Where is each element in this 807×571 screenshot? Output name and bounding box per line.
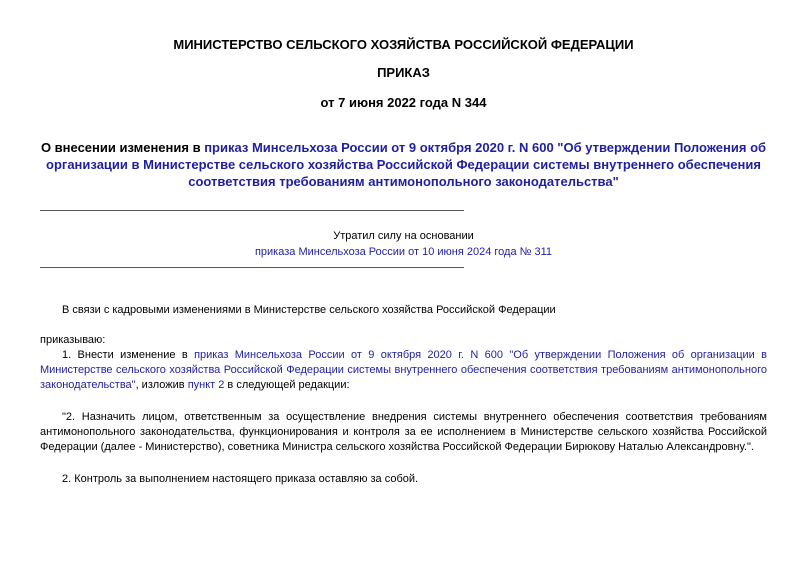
item-2-paragraph: 2. Контроль за выполнением настоящего приказа оставляю за собой. xyxy=(62,473,419,485)
document-subject xyxy=(40,139,767,190)
context-paragraph: В связи с кадровыми изменениями в Министерстве сельского хозяйства Российской Федерации xyxy=(62,304,556,316)
item-1-prefix: 1. Внести изменение в xyxy=(62,349,195,361)
quoted-point-paragraph: "2. Назначить лицом, ответственным за осуществление внедрения системы внутреннего обеспечения соответствия требованиям антимонопольного законодательства, функционирования и контроля за ее исполнением в Министерстве сельского хозяйства Российской Федерации (далее - Министерство), советника Министра сельского хозяйства Российской Федерации Бирюкову Наталью Александровну.". xyxy=(40,411,767,453)
item-1-order-link[interactable]: приказ Минсельхоза России от 9 октября 2020 г. N 600 "Об утверждении Положения об организации в Министерстве сельского хозяйства Российской Федерации системы внутреннего обеспечения соответствия требованиям антимонопольного законодательства" xyxy=(40,349,767,391)
item-1-suffix: в следующей редакции: xyxy=(224,379,350,391)
repeal-order-link[interactable]: приказа Минсельхоза России от 10 июня 2024 года № 311 xyxy=(254,246,553,258)
divider-bottom xyxy=(40,267,464,268)
ministry-heading: МИНИСТЕРСТВО СЕЛЬСКОГО ХОЗЯЙСТВА РОССИЙСКОЙ ФЕДЕРАЦИИ xyxy=(173,37,634,52)
subject-order-link[interactable]: приказ Минсельхоза России от 9 октября 2020 г. N 600 "Об утверждении Положения об организации в Министерстве сельского хозяйства Российской Федерации системы внутреннего обеспечения соответствия требованиям антимонопольного законодательства" xyxy=(46,140,767,189)
item-1-middle: , изложив xyxy=(135,379,188,391)
status-notice-text: Утратил силу на основании xyxy=(333,230,474,242)
item-1-point-link[interactable]: пункт 2 xyxy=(187,379,225,391)
status-notice-line xyxy=(40,245,767,259)
subject-prefix: О внесении изменения в xyxy=(40,140,205,155)
date-number-heading: от 7 июня 2022 года N 344 xyxy=(320,95,487,110)
order-paragraph: приказываю: xyxy=(40,334,106,346)
item-1-paragraph xyxy=(40,348,767,393)
document-type-heading: ПРИКАЗ xyxy=(377,65,430,80)
divider-top xyxy=(40,210,464,211)
